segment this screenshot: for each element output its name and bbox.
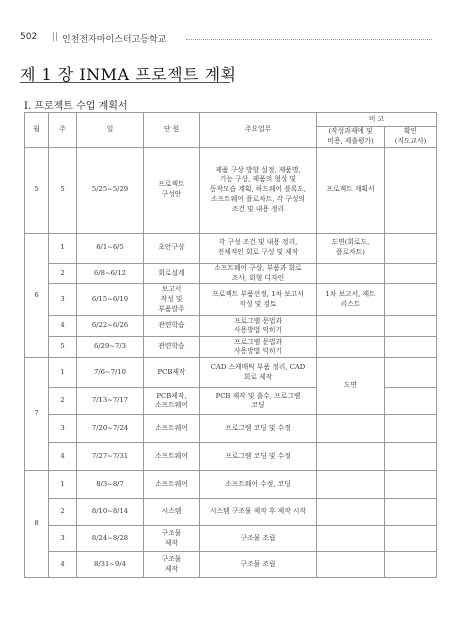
cell-confirm (385, 147, 437, 233)
table-row (25, 526, 437, 552)
cell-confirm (385, 263, 437, 284)
section-title: I. 프로젝트 수업 계획서 (24, 101, 128, 112)
table-row (25, 337, 437, 358)
cell-task: 프로젝트 부품선정, 1차 보고서 작성 및 검토 (200, 284, 317, 316)
cell-date: 5/25~5/29 (77, 147, 144, 233)
cell-week: 1 (49, 358, 77, 388)
cell-task: 소프트웨어 수정, 코딩 (200, 471, 317, 499)
header-separator: || (52, 32, 59, 42)
cell-date: 8/24~8/28 (77, 526, 144, 552)
cell-task: PCB 제작 및 출수, 프로그램 코딩 (200, 388, 317, 415)
cell-date: 7/6~7/10 (77, 358, 144, 388)
cell-task: 시스템 구조물 제작 후 제작 시작 (200, 499, 317, 526)
cell-date: 6/22~6/26 (77, 316, 144, 337)
cell-unit: 구조물 제작 (144, 552, 200, 578)
table-row (25, 499, 437, 526)
cell-date: 6/15~6/19 (77, 284, 144, 316)
cell-confirm (385, 388, 437, 415)
cell-week: 1 (49, 233, 77, 263)
cell-task: 프로그램 문법과 사용방법 익히기 (200, 316, 317, 337)
cell-date: 6/29~7/3 (77, 337, 144, 358)
cell-note: 도면(회로도, 플로차트) (317, 233, 385, 263)
cell-note (317, 552, 385, 578)
table-row (25, 316, 437, 337)
cell-unit: 보고서 작성 및 부품발주 (144, 284, 200, 316)
cell-task: 프로그램 코딩 및 수정 (200, 443, 317, 471)
cell-task: 프로그램 문법과 사용방법 익히기 (200, 337, 317, 358)
page-header (20, 32, 432, 46)
table-row (25, 552, 437, 578)
cell-week: 5 (49, 147, 77, 233)
cell-task: CAD 스케매틱 부품 정리, CAD 회로 제작 (200, 358, 317, 388)
cell-task: 제품 구상 방향 설정, 제품명, 기능 구상, 제품의 형상 및 동작모습 계획, 하드웨어 블록도, 소프트웨어 플로차트, 각 구성의 조건 및 내용 정리 (200, 147, 317, 233)
cell-note: 도면 (317, 358, 385, 415)
cell-date: 6/1~6/5 (77, 233, 144, 263)
cell-unit: 관련학습 (144, 337, 200, 358)
cell-confirm (385, 415, 437, 443)
cell-week: 3 (49, 415, 77, 443)
cell-unit: 구조물 제작 (144, 526, 200, 552)
col-header-month: 월 (25, 113, 49, 148)
cell-task: 각 구성 조건 및 내용 정리, 전체적인 회로 구성 및 제작 (200, 233, 317, 263)
cell-week: 4 (49, 552, 77, 578)
chapter-title: 제 1 장 INMA 프로젝트 계획 (20, 65, 237, 84)
table-row (25, 415, 437, 443)
cell-confirm (385, 284, 437, 316)
col-header-note: 비 고 (317, 113, 437, 127)
cell-unit: 관련학습 (144, 316, 200, 337)
cell-date: 6/8~6/12 (77, 263, 144, 284)
table-row (25, 471, 437, 499)
cell-week: 1 (49, 471, 77, 499)
cell-confirm (385, 233, 437, 263)
cell-task: 소프트웨어 구상, 부품과 회로 조사, 회형 디자인 (200, 263, 317, 284)
cell-month: 5 (25, 147, 49, 233)
cell-note (317, 263, 385, 284)
cell-confirm (385, 499, 437, 526)
cell-confirm (385, 337, 437, 358)
cell-unit: 소프트웨어 (144, 443, 200, 471)
cell-date: 8/3~8/7 (77, 471, 144, 499)
cell-unit: PCB제작, 소프트웨어 (144, 388, 200, 415)
cell-week: 4 (49, 316, 77, 337)
cell-week: 2 (49, 263, 77, 284)
header-dotted-rule (186, 39, 432, 40)
cell-note (317, 337, 385, 358)
cell-week: 3 (49, 526, 77, 552)
cell-date: 7/27~7/31 (77, 443, 144, 471)
cell-week: 3 (49, 284, 77, 316)
col-header-note-submission: (작성과제에 및 비용, 제출평가) (317, 127, 385, 148)
cell-unit: 회로설계 (144, 263, 200, 284)
cell-week: 5 (49, 337, 77, 358)
col-header-date: 일 (77, 113, 144, 148)
cell-unit: 소프트웨어 (144, 471, 200, 499)
table-row (25, 147, 437, 233)
col-header-week: 주 (49, 113, 77, 148)
table-row (25, 233, 437, 263)
cell-week: 2 (49, 499, 77, 526)
cell-note (317, 415, 385, 443)
cell-note (317, 316, 385, 337)
cell-task: 프로그램 코딩 및 수정 (200, 415, 317, 443)
cell-confirm (385, 316, 437, 337)
cell-month: 7 (25, 358, 49, 471)
chapter-underline (20, 82, 230, 83)
cell-task: 구조물 조립 (200, 552, 317, 578)
cell-week: 2 (49, 388, 77, 415)
cell-date: 8/10~8/14 (77, 499, 144, 526)
cell-note (317, 471, 385, 499)
cell-date: 7/13~7/17 (77, 388, 144, 415)
cell-confirm (385, 443, 437, 471)
cell-unit: 프로젝트 구성안 (144, 147, 200, 233)
cell-note: 프로젝트 계획서 (317, 147, 385, 233)
cell-unit: 시스템 (144, 499, 200, 526)
col-header-note-confirm: 확인 (지도교사) (385, 127, 437, 148)
cell-note: 1차 보고서, 제트 리스트 (317, 284, 385, 316)
cell-unit: PCB제작 (144, 358, 200, 388)
school-name: 인천전자마이스터고등학교 (62, 35, 167, 45)
cell-confirm (385, 526, 437, 552)
table-row (25, 263, 437, 284)
project-schedule-table (24, 112, 437, 578)
cell-task: 구조물 조립 (200, 526, 317, 552)
cell-confirm (385, 358, 437, 388)
cell-month: 8 (25, 471, 49, 578)
cell-unit: 소프트웨어 (144, 415, 200, 443)
cell-unit: 초안구상 (144, 233, 200, 263)
table-row (25, 443, 437, 471)
cell-note (317, 526, 385, 552)
table-row (25, 284, 437, 316)
cell-note (317, 443, 385, 471)
table-row (25, 358, 437, 388)
cell-note (317, 499, 385, 526)
col-header-task: 주요업무 (200, 113, 317, 148)
cell-confirm (385, 471, 437, 499)
page-number: 502 (20, 32, 38, 42)
cell-date: 8/31~9/4 (77, 552, 144, 578)
cell-confirm (385, 552, 437, 578)
col-header-unit: 단 원 (144, 113, 200, 148)
cell-month: 6 (25, 233, 49, 358)
cell-week: 4 (49, 443, 77, 471)
cell-date: 7/20~7/24 (77, 415, 144, 443)
